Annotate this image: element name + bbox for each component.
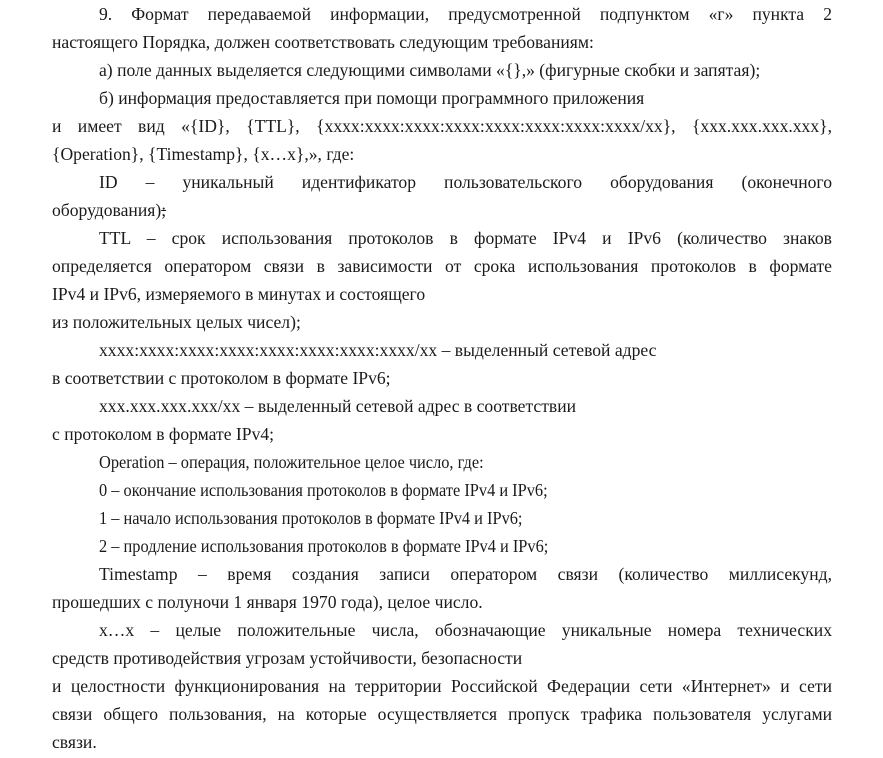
ipv4-definition-line-2: с протоколом в формате IPv4;: [52, 424, 275, 444]
paragraph-9-line-2: настоящего Порядка, должен соответствовать следующим требованиям:: [52, 32, 594, 52]
xx-definition-line-1: x…x – целые положительные числа, обозначающие уникальные номера технических: [99, 620, 832, 640]
ttl-definition-line-1: TTL – срок использования протоколов в формате IPv4 и IPv6 (количество знаков: [99, 228, 832, 248]
operation-definition-text: Operation – операция, положительное целое число, где:: [99, 452, 484, 472]
id-definition-text: оборудования): [52, 200, 162, 220]
ipv6-definition-line-2: в соответствии с протоколом в формате IPv6;: [52, 368, 391, 388]
document-page: [52, 0, 832, 756]
xx-definition-line-2: средств противодействия угрозам устойчивости, безопасности: [52, 648, 523, 668]
operation-value-1: [52, 504, 832, 532]
timestamp-definition-line-1: Timestamp – время создания записи оператором связи (количество миллисекунд,: [99, 564, 832, 584]
subitem-a: а) поле данных выделяется следующими символами «{},» (фигурные скобки и запятая);: [99, 60, 761, 80]
xx-definition-line-3: и целостности функционирования на территории Российской Федерации сети «Интернет» и сети: [52, 676, 832, 696]
operation-definition: [52, 448, 832, 476]
ttl-definition-line-2: определяется оператором связи в зависимости от срока использования протоколов в формате: [52, 256, 832, 276]
subitem-b-line-2: и имеет вид «{ID}, {TTL}, {xxxx:xxxx:xxxx:xxxx:xxxx:xxxx:xxxx:xxxx/xx}, {xxx.xxx.xxx.xxx},: [52, 116, 832, 136]
paragraph-9-line-1: 9. Формат передаваемой информации, предусмотренной подпунктом «г» пункта 2: [99, 4, 832, 24]
id-definition-line-1: ID – уникальный идентификатор пользовательского оборудования (оконечного: [99, 172, 832, 192]
operation-value-1-text: 1 – начало использования протоколов в формате IPv4 и IPv6;: [99, 508, 523, 528]
subitem-b-line-1: б) информация предоставляется при помощи программного приложения: [99, 88, 645, 108]
struck-semicolon: ;: [161, 200, 167, 220]
operation-value-2: [52, 532, 832, 560]
id-definition-line-2: [52, 196, 832, 224]
timestamp-definition-line-2: прошедших с полуночи 1 января 1970 года), целое число.: [52, 592, 483, 612]
ttl-definition-line-4: из положительных целых чисел);: [52, 312, 301, 332]
xx-definition-line-5: связи.: [52, 732, 97, 752]
subitem-b-line-3: {Operation}, {Timestamp}, {x…x},», где:: [52, 144, 355, 164]
ipv6-definition-line-1: xxxx:xxxx:xxxx:xxxx:xxxx:xxxx:xxxx:xxxx/xx – выделенный сетевой адрес: [99, 340, 657, 360]
xx-definition-line-4: связи общего пользования, на которые осуществляется пропуск трафика пользователя услугами: [52, 704, 832, 724]
operation-value-0: [52, 476, 832, 504]
operation-value-2-text: 2 – продление использования протоколов в формате IPv4 и IPv6;: [99, 536, 549, 556]
ipv4-definition-line-1: xxx.xxx.xxx.xxx/xx – выделенный сетевой адрес в соответствии: [99, 396, 577, 416]
operation-value-0-text: 0 – окончание использования протоколов в формате IPv4 и IPv6;: [99, 480, 548, 500]
ttl-definition-line-3: IPv4 и IPv6, измеряемого в минутах и состоящего: [52, 284, 426, 304]
